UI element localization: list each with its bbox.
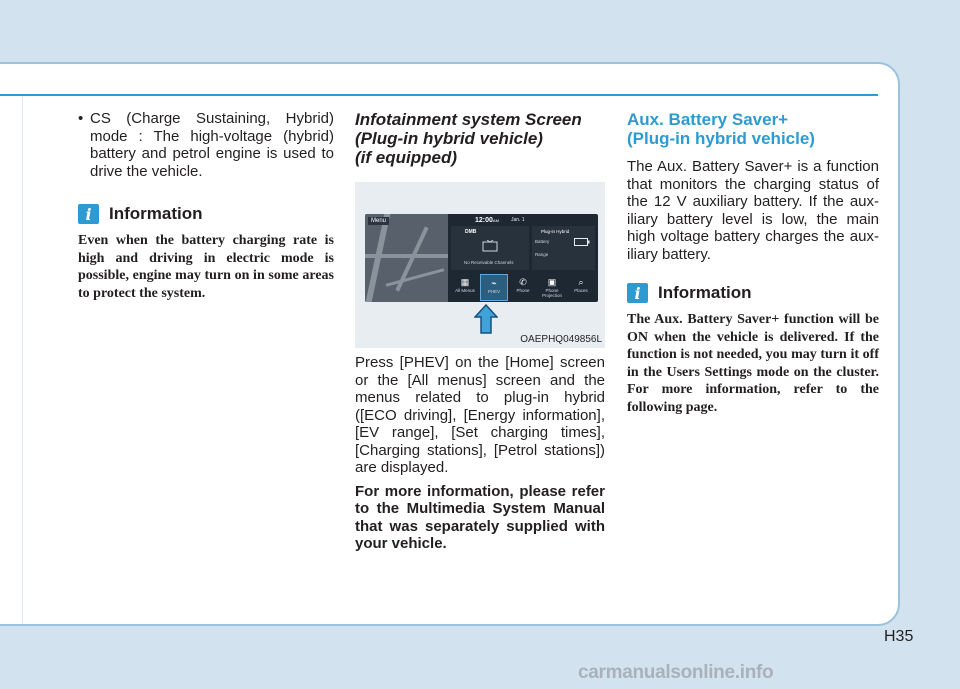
up-arrow-icon (474, 304, 498, 334)
page-number: H35 (884, 628, 914, 645)
dock-item-phone[interactable] (509, 274, 537, 301)
info-body: The Aux. Battery Saver+ function will be ON when the vehicle is delivered. If the function is not needed, you may turn it off in the Users Settings mode on the cluster. For more information, refer to the following page. (627, 312, 879, 415)
dock-item-all-menus[interactable] (451, 274, 479, 301)
range-label: Range (535, 252, 549, 257)
section-title-line2: (Plug-in hybrid vehicle) (355, 129, 543, 148)
dock-item-phone-projection[interactable] (538, 274, 566, 301)
info-title: Information (109, 204, 203, 223)
bullet-item (78, 110, 334, 180)
infotainment-figure (355, 182, 605, 348)
clock: 12:00AM (475, 217, 499, 224)
grid-icon: ▦ (460, 277, 470, 287)
middle-column (355, 110, 605, 553)
aux-paragraph: The Aux. Battery Saver+ is a function that monitors the charging status of the 12 V auxiliary battery. If the aux-iliary battery level is low, the main high voltage battery charges the aux-iliary battery. (627, 158, 879, 263)
battery-icon (574, 238, 590, 246)
dock-label: All Menus (455, 288, 475, 293)
menu-tab: Menu (368, 217, 389, 225)
right-column (627, 110, 879, 416)
tv-icon (482, 240, 498, 252)
information-icon: i (627, 283, 648, 303)
phev-paragraph: Press [PHEV] on the [Home] screen or the [All menus] screen and the menus related to plug-in hybrid ([ECO driving], [Energy information], [EV range], [Set charging times], [Charging stations], [Petrol stations]) are displayed. (355, 354, 605, 476)
dock-label: Phone (516, 288, 530, 293)
bullet-mark: • (78, 110, 84, 127)
figure-caption: OAEPHQ049856L (520, 334, 602, 345)
battery-label: Battery (535, 239, 550, 244)
dmb-widget (451, 226, 529, 270)
dmb-status: No Receivable Channels (464, 260, 514, 265)
magnifier-icon: ⌕ (578, 277, 584, 287)
phone-icon: ✆ (519, 277, 527, 287)
plug-in-hybrid-widget (532, 226, 595, 270)
date: Jan. 1 (511, 217, 525, 223)
dock-item-phev[interactable] (480, 274, 508, 301)
manual-reference: For more information, please refer to the Multimedia System Manual that was separately supplied with your vehicle. (355, 482, 605, 552)
plug-icon: ⌁ (491, 278, 497, 288)
header-rule (0, 94, 878, 96)
section-title (355, 110, 605, 167)
watermark: carmanualsonline.info (578, 662, 774, 683)
information-icon: i (78, 204, 99, 224)
dmb-label: DMB (465, 229, 477, 235)
dock-item-places[interactable] (567, 274, 595, 301)
aux-title-line1: Aux. Battery Saver+ (627, 110, 789, 129)
phone-projection-icon: ▣ (547, 277, 557, 287)
dock-label: Phone Projection (541, 288, 562, 298)
left-column (78, 110, 334, 302)
info-body: Even when the battery charging rate is high and driving in electric mode is possible, engine may turn on in some areas to protect the system. (78, 233, 334, 301)
infotainment-screen (365, 214, 598, 302)
dock-label: Places (574, 288, 588, 293)
bullet-text: CS (Charge Sustaining, Hybrid) mode : The high-voltage (hybrid) battery and petrol engine is used to drive the vehicle. (90, 110, 334, 180)
dock-label: PHEV (487, 289, 501, 294)
plug-label: Plug-in Hybrid (541, 229, 570, 234)
section-title-line1: Infotainment system Screen (355, 110, 582, 129)
info-heading (78, 204, 334, 224)
aux-section-title (627, 110, 879, 148)
info-heading (627, 283, 879, 303)
info-title: Information (658, 283, 752, 302)
section-title-line3: (if equipped) (355, 148, 457, 167)
aux-title-line2: (Plug-in hybrid vehicle) (627, 129, 815, 148)
margin-rule (22, 96, 23, 624)
map-panel (365, 214, 448, 302)
home-dock (451, 274, 597, 301)
